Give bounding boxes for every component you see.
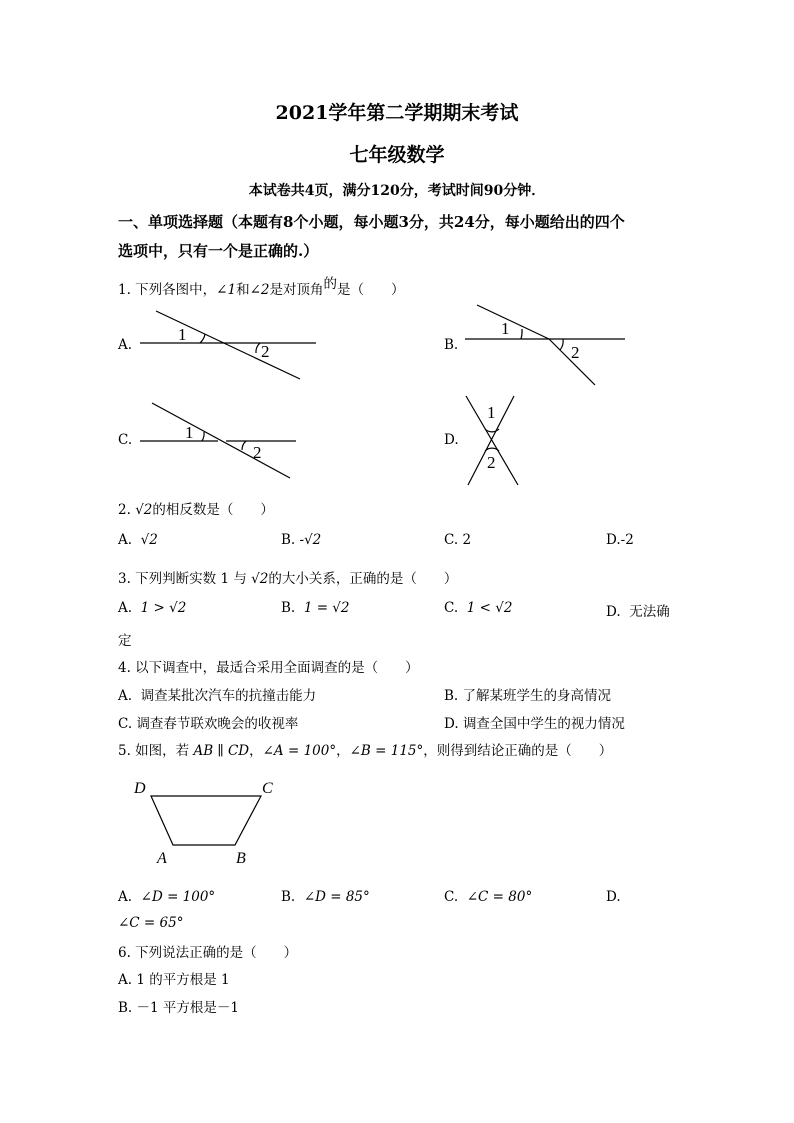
q6-option-b-letter: B. bbox=[118, 1000, 133, 1016]
q2-stem bbox=[118, 498, 274, 518]
q4-option-b-text: 了解某班学生的身高情况 bbox=[462, 688, 612, 704]
q3-option-d-letter: D. bbox=[606, 604, 621, 620]
q6-option-a-letter: A. bbox=[118, 972, 133, 988]
q1-d-label-2: 2 bbox=[487, 453, 496, 472]
q5-option-a-letter: A. bbox=[118, 889, 133, 905]
q1-figure-c bbox=[138, 400, 308, 482]
q5-option-c-letter: C. bbox=[444, 889, 459, 905]
q2-option-a-letter: A. bbox=[118, 532, 133, 548]
q1-option-a-letter: A. bbox=[118, 337, 133, 353]
q5-label-c: C bbox=[262, 780, 273, 797]
q6-option-b-text: －1 平方根是－1 bbox=[136, 1000, 239, 1016]
q2-option-c-letter: C. bbox=[444, 532, 459, 548]
q3-option-d-text: 无法确 bbox=[629, 604, 670, 620]
q2-option-d-letter: D. bbox=[606, 532, 621, 548]
q4-option-d bbox=[444, 712, 625, 732]
q5-option-b-text: ∠D = 85° bbox=[303, 889, 370, 905]
q3-stem-a: 3. 下列判断实数 1 与 bbox=[118, 571, 247, 587]
q1-b-label-1: 1 bbox=[501, 319, 510, 338]
q5-option-b bbox=[281, 889, 370, 905]
q1-b-label-2: 2 bbox=[571, 343, 580, 362]
exam-subtitle: 七年级数学 bbox=[349, 144, 445, 166]
q3-option-d-wrap: 定 bbox=[118, 633, 132, 649]
q1-a-label-2: 2 bbox=[261, 342, 270, 361]
q1-stem-g: 是（ ） bbox=[336, 282, 405, 298]
q3-stem bbox=[118, 567, 457, 587]
q4-stem: 4. 以下调查中，最适合采用全面调查的是（ ） bbox=[118, 660, 419, 676]
q1-d-label-1: 1 bbox=[487, 403, 496, 422]
q3-option-a-letter: A. bbox=[118, 600, 133, 616]
q5-option-b-letter: B. bbox=[281, 889, 296, 905]
q5-option-a bbox=[118, 889, 215, 905]
q3-stem-c: 的大小关系，正确的是（ ） bbox=[268, 571, 458, 587]
q3-option-a bbox=[118, 600, 186, 616]
q5-stem-e: ， bbox=[336, 743, 350, 759]
q2-option-a-text: √2 bbox=[140, 532, 158, 548]
q3-option-d bbox=[606, 600, 670, 620]
q4-option-c bbox=[118, 712, 298, 732]
q3-sqrt2: √2 bbox=[251, 571, 269, 587]
q2-stem-c: 的相反数是（ ） bbox=[152, 502, 274, 518]
q4-option-a-text: 调查某批次汽车的抗撞击能力 bbox=[140, 688, 317, 704]
q5-option-c-text: ∠C = 80° bbox=[466, 889, 533, 905]
q2-stem-a: 2. bbox=[118, 502, 131, 518]
q5-option-d-letter: D. bbox=[606, 889, 621, 905]
q3-option-c-text: 1 < √2 bbox=[466, 600, 513, 616]
q5-trapezoid-figure bbox=[128, 775, 288, 870]
q1-stem bbox=[118, 278, 404, 298]
q2-sqrt2: √2 bbox=[135, 502, 153, 518]
q1-c-label-1: 1 bbox=[185, 423, 194, 442]
q1-c-label-2: 2 bbox=[253, 443, 262, 462]
q6-option-a-text: 1 的平方根是 1 bbox=[136, 972, 230, 988]
q5-stem-g: ，则得到结论正确的是（ ） bbox=[423, 743, 613, 759]
section-heading-line1: 一、单项选择题（本题有8个小题，每小题3分，共24分，每小题给出的四个 bbox=[118, 213, 625, 231]
q6-option-b bbox=[118, 996, 239, 1016]
section-heading-line2: 选项中，只有一个是正确的.） bbox=[118, 242, 319, 260]
q1-stem-f: 的 bbox=[323, 276, 337, 292]
q5-parallel: AB ∥ CD bbox=[193, 743, 250, 759]
q5-stem-c: ， bbox=[249, 743, 263, 759]
q1-figure-d bbox=[462, 393, 522, 488]
q3-option-b-text: 1 = √2 bbox=[303, 600, 350, 616]
q5-angle-a: ∠A = 100° bbox=[262, 743, 337, 759]
q3-option-c bbox=[444, 600, 512, 616]
q5-stem-a: 5. 如图，若 bbox=[118, 743, 190, 759]
q2-option-d bbox=[606, 532, 634, 548]
q5-label-a: A bbox=[157, 850, 167, 867]
q3-option-b-letter: B. bbox=[281, 600, 296, 616]
q6-stem: 6. 下列说法正确的是（ ） bbox=[118, 945, 298, 961]
q2-option-d-text: -2 bbox=[620, 532, 634, 548]
q5-angle-b: ∠B = 115° bbox=[349, 743, 424, 759]
q4-option-c-text: 调查春节联欢晚会的收视率 bbox=[136, 716, 299, 732]
q5-option-c bbox=[444, 889, 532, 905]
q1-option-b-letter: B. bbox=[444, 337, 459, 353]
q1-stem-a: 1. 下列各图中， bbox=[118, 282, 217, 298]
q3-option-c-letter: C. bbox=[444, 600, 459, 616]
q2-option-c-text: 2 bbox=[462, 532, 472, 548]
q5-option-a-text: ∠D = 100° bbox=[140, 889, 216, 905]
q2-option-c bbox=[444, 532, 471, 548]
q5-option-d bbox=[606, 889, 621, 905]
q3-option-b bbox=[281, 600, 350, 616]
q4-option-a bbox=[118, 684, 316, 704]
q5-stem bbox=[118, 739, 612, 759]
q4-option-a-letter: A. bbox=[118, 688, 133, 704]
q3-option-a-text: 1 > √2 bbox=[140, 600, 187, 616]
q1-a-label-1: 1 bbox=[178, 325, 187, 344]
q2-option-b-text: -√2 bbox=[299, 532, 322, 548]
exam-title: 2021学年第二学期期末考试 bbox=[275, 102, 519, 124]
exam-info: 本试卷共4页，满分120分，考试时间90分钟． bbox=[248, 183, 546, 199]
q1-option-d-letter: D. bbox=[444, 432, 459, 448]
q2-option-b-letter: B. bbox=[281, 532, 296, 548]
q4-option-c-letter: C. bbox=[118, 716, 133, 732]
q4-option-b bbox=[444, 684, 611, 704]
q1-stem-e: 是对顶角 bbox=[269, 282, 324, 298]
q4-option-b-letter: B. bbox=[444, 688, 459, 704]
q1-figure-a bbox=[138, 308, 328, 383]
q6-option-a bbox=[118, 968, 230, 988]
q5-label-d: D bbox=[134, 780, 146, 797]
q1-option-c-letter: C. bbox=[118, 432, 133, 448]
q2-option-b bbox=[281, 532, 321, 548]
q1-figure-b bbox=[465, 300, 635, 390]
q4-option-d-text: 调查全国中学生的视力情况 bbox=[462, 716, 625, 732]
q5-option-d-text: ∠C = 65° bbox=[118, 915, 184, 931]
q1-angle1: ∠1 bbox=[216, 282, 237, 298]
q1-stem-c: 和 bbox=[236, 282, 250, 298]
q1-angle2: ∠2 bbox=[249, 282, 270, 298]
q5-label-b: B bbox=[236, 850, 246, 867]
q2-option-a bbox=[118, 532, 158, 548]
q4-option-d-letter: D. bbox=[444, 716, 459, 732]
